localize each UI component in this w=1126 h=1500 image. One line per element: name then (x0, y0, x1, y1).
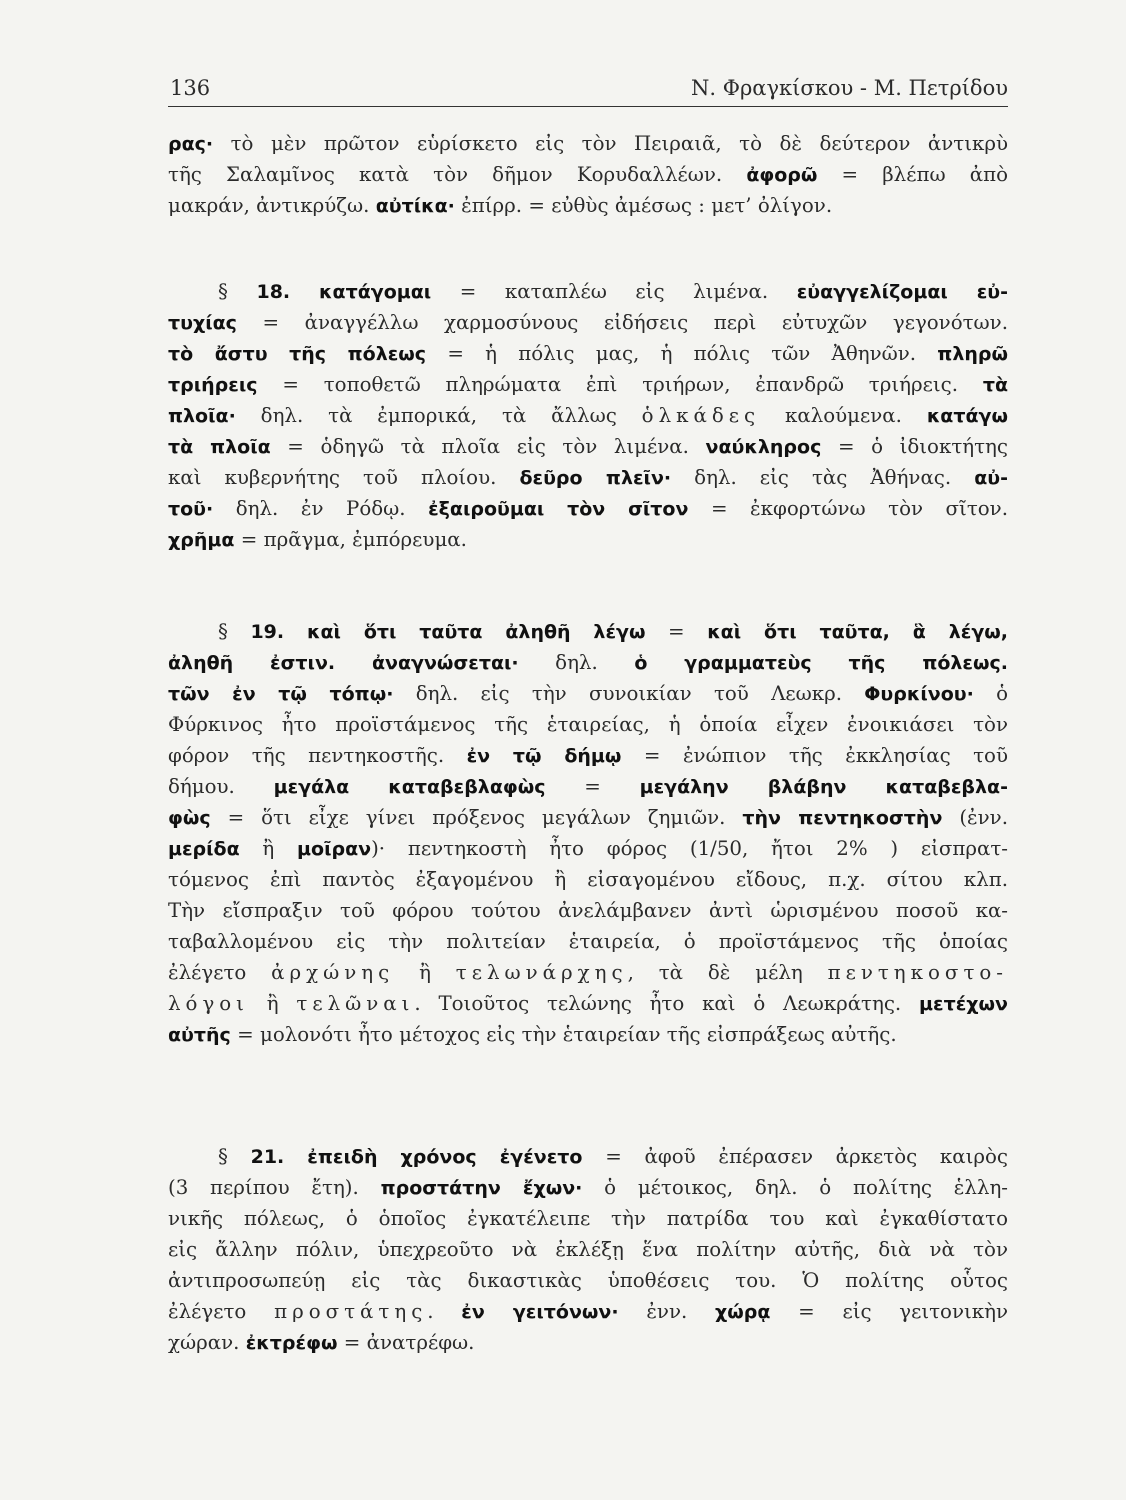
text-line (168, 338, 1008, 369)
text-line (168, 1141, 1008, 1172)
gloss-text: χώραν. (168, 1331, 246, 1354)
text-line (168, 1296, 1008, 1327)
gloss-text: § (218, 1145, 251, 1168)
book-page (168, 0, 1008, 1500)
lemma-term: ρας· (168, 133, 214, 155)
lemma-term: ἐν τῷ δήμῳ (466, 745, 622, 767)
text-line (168, 493, 1008, 524)
lemma-term: χρῆμα (168, 529, 235, 551)
gloss-text: = ὁ ἰδιοκτήτης (821, 435, 1008, 458)
lemma-term: πλοῖα· (168, 405, 236, 427)
gloss-text: ἐλέγετο (168, 961, 272, 984)
lemma-term: ἀληθῆ ἐστιν. ἀναγνώσεται· (168, 652, 519, 674)
text-line (168, 957, 1008, 988)
gloss-text: ἀντιπροσωπεύῃ εἰς τὰς δικαστικὰς ὑποθέσεις του. Ὁ πολίτης οὗτος (168, 1269, 1008, 1292)
text-line (168, 128, 1008, 159)
gloss-text: ἐπίρρ. = εὐθὺς ἀμέσως : μετ’ ὀλίγον. (454, 194, 833, 217)
lemma-term: μεγάλα καταβεβλαφὼς (273, 776, 546, 798)
text-line (168, 524, 1008, 555)
lemma-term: αὐ- (974, 467, 1008, 489)
page-number: 136 (170, 76, 211, 100)
lemma-term: ἐξαιροῦμαι τὸν σῖτον (428, 498, 689, 520)
gloss-text: = ἀφοῦ ἐπέρασεν ἀρκετὸς καιρὸς (582, 1145, 1009, 1168)
lemma-term: μετέχων (919, 993, 1008, 1015)
text-line (168, 307, 1008, 338)
gloss-text: = (645, 620, 708, 643)
spaced-term: ὁλκάδες (641, 404, 761, 427)
gloss-text: = βλέπω ἀπὸ (817, 163, 1008, 186)
lemma-term: τὰ πλοῖα (168, 436, 271, 458)
gloss-text: δηλ. ἐν Ρόδῳ. (213, 497, 429, 520)
gloss-text: μακράν, ἀντικρύζω. (168, 194, 376, 217)
gloss-text: , τὰ δὲ μέλη (627, 961, 828, 984)
gloss-text: ἐλέγετο (168, 1300, 275, 1323)
lemma-term: ἐν γειτόνων· (461, 1301, 619, 1323)
lemma-term: μοῖραν (297, 838, 372, 860)
gloss-text: καλούμενα. (760, 404, 927, 427)
gloss-text: εἰς ἄλλην πόλιν, ὑπεχρεοῦτο νὰ ἐκλέξῃ ἕνα πολίτην αὐτῆς, διὰ νὰ τὸν (168, 1238, 1008, 1261)
lemma-term: 19. καὶ ὅτι ταῦτα ἀληθῆ λέγω (250, 621, 646, 643)
lemma-term: κατάγω (926, 405, 1008, 427)
gloss-text: = ὅτι εἶχε γίνει πρόξενος μεγάλων ζημιῶν. (210, 806, 743, 829)
lemma-term: τυχίας (168, 312, 237, 334)
text-line (168, 431, 1008, 462)
gloss-text: = ἀνατρέφω. (337, 1331, 475, 1354)
gloss-text: ἢ (394, 961, 456, 984)
gloss-text: = πρᾶγμα, ἐμπόρευμα. (234, 528, 467, 551)
lemma-term: ναύκληρος (705, 436, 822, 458)
running-head-authors: Ν. Φραγκίσκου - Μ. Πετρίδου (691, 76, 1008, 100)
text-line (168, 647, 1008, 678)
spaced-term: προστάτης (274, 1300, 428, 1323)
lemma-term: 21. ἐπειδὴ χρόνος ἐγένετο (250, 1146, 583, 1168)
lemma-term: Φυρκίνου· (864, 683, 974, 705)
gloss-text: = ἐνώπιον τῆς ἐκκλησίας τοῦ (621, 744, 1008, 767)
text-line (168, 276, 1008, 307)
paragraph-intro (168, 128, 1008, 221)
gloss-text: ἢ (248, 992, 297, 1015)
text-line (168, 802, 1008, 833)
lemma-term: αὐτῆς (168, 1024, 231, 1046)
gloss-text: § (218, 280, 257, 303)
text-line (168, 1265, 1008, 1296)
paragraph-section-18 (168, 276, 1008, 555)
lemma-term: ἀφορῶ (746, 164, 818, 186)
gloss-text: δηλ. εἰς τὴν συνοικίαν τοῦ Λεωκρ. (393, 682, 865, 705)
gloss-text: = ὁδηγῶ τὰ πλοῖα εἰς τὸν λιμένα. (270, 435, 706, 458)
text-line (168, 833, 1008, 864)
text-line (168, 1327, 1008, 1358)
gloss-text: Τὴν εἴσπραξιν τοῦ φόρου τούτου ἀνελάμβανεν ἀντὶ ὡρισμένου ποσοῦ κα- (168, 899, 1008, 922)
lemma-term: καὶ ὅτι ταῦτα, ἃ λέγω, (707, 621, 1008, 643)
gloss-text: ἢ (239, 837, 298, 860)
lemma-term: μεγάλην βλάβην καταβεβλα- (639, 776, 1008, 798)
lemma-term: τῶν ἐν τῷ τόπῳ· (168, 683, 394, 705)
gloss-text: δηλ. τὰ ἐμπορικά, τὰ ἄλλως (235, 404, 642, 427)
page-header (168, 74, 1008, 107)
text-line (168, 771, 1008, 802)
gloss-text: . Τοιοῦτος τελώνης ἦτο καὶ ὁ Λεωκράτης. (414, 992, 920, 1015)
lemma-term: 18. κατάγομαι (256, 281, 432, 303)
lemma-term: δεῦρο πλεῖν· (519, 467, 672, 489)
lemma-term: χώρᾳ (715, 1301, 771, 1323)
text-line (168, 190, 1008, 221)
gloss-text: = καταπλέω εἰς λιμένα. (431, 280, 797, 303)
text-line (168, 709, 1008, 740)
lemma-term: φὼς (168, 807, 211, 829)
gloss-text: = εἰς γειτονικὴν (770, 1300, 1008, 1323)
spaced-term: ἀρχώνης (271, 961, 395, 984)
lemma-term: μερίδα (168, 838, 240, 860)
text-line (168, 1172, 1008, 1203)
text-line (168, 159, 1008, 190)
gloss-text: τῆς Σαλαμῖνος κατὰ τὸν δῆμον Κορυδαλλέων. (168, 163, 747, 186)
paragraph-section-21 (168, 1141, 1008, 1358)
lemma-term: αὐτίκα· (375, 195, 455, 217)
lemma-term: πληρῶ (937, 343, 1008, 365)
gloss-text: καὶ κυβερνήτης τοῦ πλοίου. (168, 466, 520, 489)
gloss-text: ταβαλλομένου εἰς τὴν πολιτείαν ἑταιρεία, ὁ προϊστάμενος τῆς ὁποίας (168, 930, 1008, 953)
text-line (168, 462, 1008, 493)
spaced-term: λόγοι (168, 992, 249, 1015)
gloss-text: ὁ (973, 682, 1008, 705)
text-line (168, 616, 1008, 647)
text-line (168, 740, 1008, 771)
gloss-text: ἐνν. (618, 1300, 716, 1323)
gloss-text: = τοποθετῶ πληρώματα ἐπὶ τριήρων, ἐπανδρῶ τριήρεις. (257, 373, 983, 396)
gloss-text: τόμενος ἐπὶ παντὸς ἐξαγομένου ἢ εἰσαγομένου εἴδους, π.χ. σίτου κλπ. (168, 868, 1008, 891)
gloss-text: νικῆς πόλεως, ὁ ὁποῖος ἐγκατέλειπε τὴν πατρίδα του καὶ ἐγκαθίστατο (168, 1207, 1008, 1230)
text-line (168, 1234, 1008, 1265)
gloss-text: (3 περίπου ἔτη). (168, 1176, 381, 1199)
lemma-term: τὸ ἄστυ τῆς πόλεως (168, 343, 427, 365)
lemma-term: ἐκτρέφω (245, 1332, 338, 1354)
gloss-text: ὁ μέτοικος, δηλ. ὁ πολίτης ἑλλη- (582, 1176, 1008, 1199)
gloss-text: δήμου. (168, 775, 274, 798)
text-line (168, 1203, 1008, 1234)
text-line (168, 988, 1008, 1019)
gloss-text: = ἀναγγέλλω χαρμοσύνους εἰδήσεις περὶ εὐτυχῶν γεγονότων. (236, 311, 1008, 334)
gloss-text: )· πεντηκοστὴ ἦτο φόρος (1/50, ἤτοι 2% ) εἰσπρατ- (371, 837, 1008, 860)
lemma-term: τριήρεις (168, 374, 258, 396)
gloss-text: δηλ. εἰς τὰς Ἀθήνας. (671, 466, 975, 489)
text-line (168, 1019, 1008, 1050)
text-line (168, 895, 1008, 926)
text-line (168, 678, 1008, 709)
text-line (168, 400, 1008, 431)
gloss-text: = ἐκφορτώνω τὸν σῖτον. (688, 497, 1008, 520)
lemma-term: τοῦ· (168, 498, 214, 520)
lemma-term: τὰ (982, 374, 1008, 396)
lemma-term: ὁ γραμματεὺς τῆς πόλεως. (634, 652, 1008, 674)
gloss-text: Φύρκινος ἦτο προϊστάμενος τῆς ἑταιρείας, ἡ ὁποία εἶχεν ἐνοικιάσει τὸν (168, 713, 1008, 736)
text-line (168, 369, 1008, 400)
gloss-text: τὸ μὲν πρῶτον εὑρίσκετο εἰς τὸν Πειραιᾶ, τὸ δὲ δεύτερον ἀντικρὺ (213, 132, 1008, 155)
lemma-term: τὴν πεντηκοστὴν (742, 807, 943, 829)
gloss-text: = ἡ πόλις μας, ἡ πόλις τῶν Ἀθηνῶν. (426, 342, 938, 365)
spaced-term: τελῶναι (296, 992, 415, 1015)
gloss-text: = (545, 775, 640, 798)
gloss-text: δηλ. (518, 651, 635, 674)
spaced-term: πεντηκοστο- (827, 961, 1008, 984)
lemma-term: εὐαγγελίζομαι εὐ- (796, 281, 1008, 303)
gloss-text: (ἐνν. (942, 806, 1008, 829)
gloss-text: = μολονότι ἦτο μέτοχος εἰς τὴν ἑταιρείαν τῆς εἰσπράξεως αὐτῆς. (230, 1023, 897, 1046)
gloss-text: φόρον τῆς πεντηκοστῆς. (168, 744, 467, 767)
text-line (168, 926, 1008, 957)
spaced-term: τελωνάρχης (455, 961, 628, 984)
text-line (168, 864, 1008, 895)
lemma-term: προστάτην ἔχων· (380, 1177, 583, 1199)
gloss-text: . (427, 1300, 462, 1323)
paragraph-section-19 (168, 616, 1008, 1050)
gloss-text: § (218, 620, 251, 643)
